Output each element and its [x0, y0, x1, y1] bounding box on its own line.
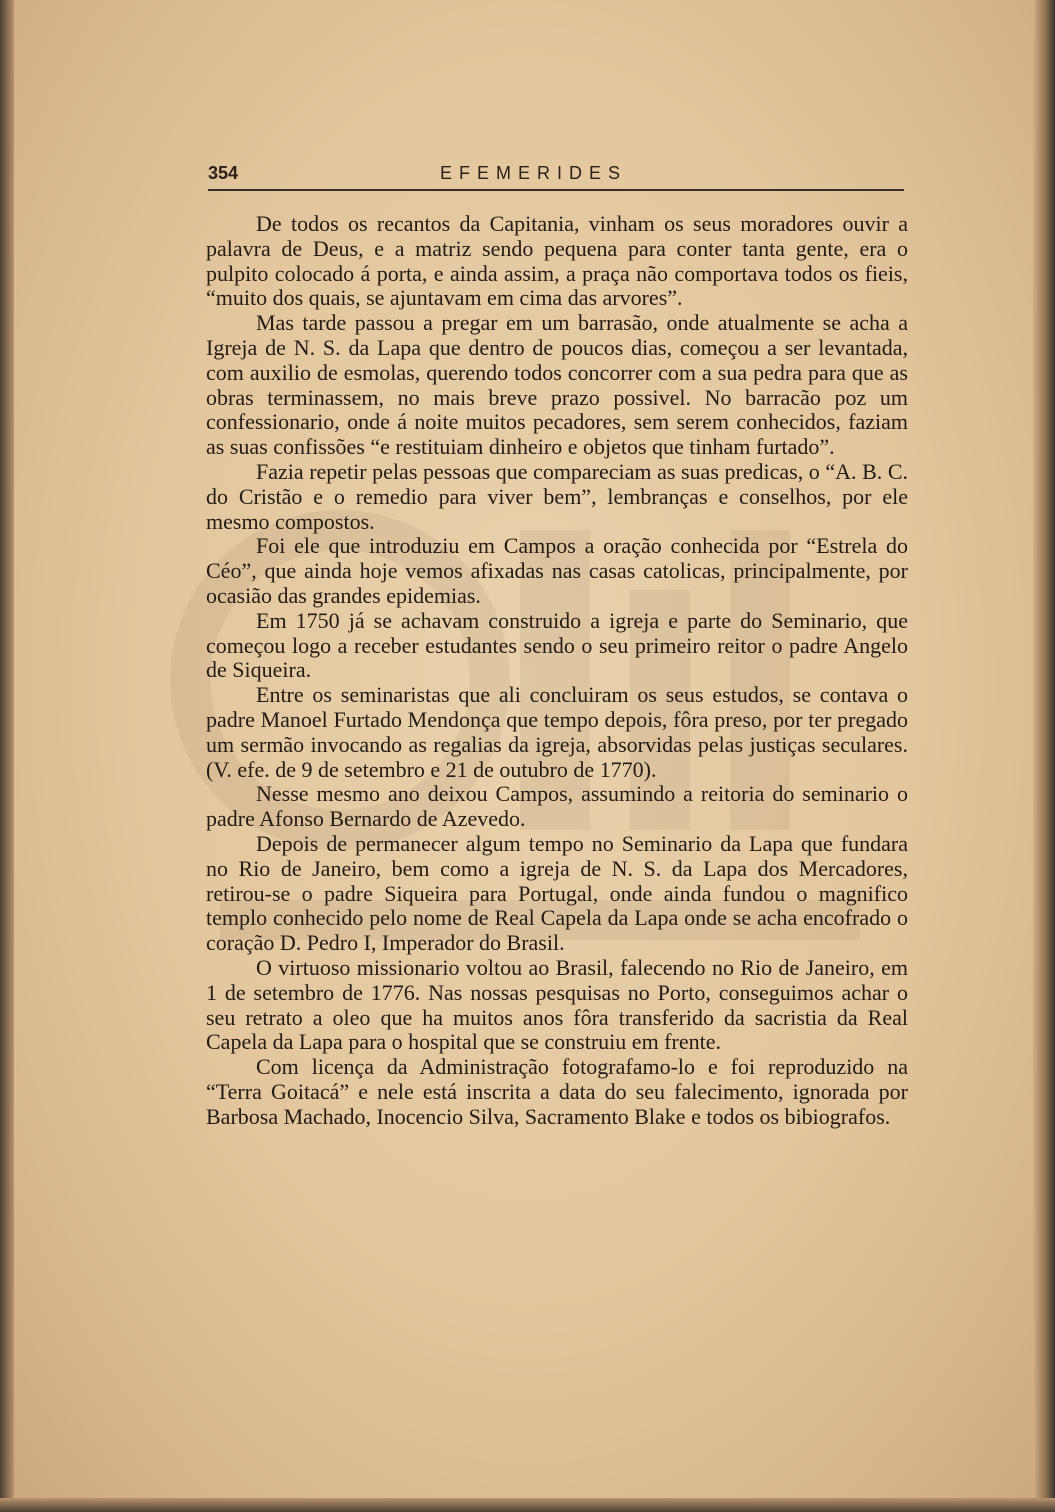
page-bottom-edge — [0, 1498, 1055, 1512]
page-right-edge — [1033, 0, 1055, 1512]
paragraph: Com licença da Administração fotografamo-lo e foi reproduzido na “Terra Goitacá” e nele está inscrita a data do seu falecimento, ignorada por Barbosa Machado, Inocencio Silva, Sacramento Blake e todos os bibiografos. — [206, 1054, 908, 1129]
paragraph: Mas tarde passou a pregar em um barrasão, onde atualmente se acha a Igreja de N. S. da Lapa que dentro de poucos dias, começou a ser levantada, com auxilio de esmolas, querendo todos concorrer com a sua pedra para que as obras terminassem, no mais breve prazo possivel. No barracão poz um confessionario, onde á noite muitos pecadores, sem serem conhecidos, faziam as suas confissões “e restituiam dinheiro e objetos que tinham furtado”. — [206, 310, 908, 460]
body-text — [206, 212, 908, 1129]
paragraph: O virtuoso missionario voltou ao Brasil, falecendo no Rio de Janeiro, em 1 de setembro de 1776. Nas nossas pesquisas no Porto, conseguimos achar o seu retrato a oleo que ha muitos anos fôra transferido da sacristia da Real Capela da Lapa para o hospital que se construiu em frente. — [206, 954, 908, 1055]
paragraph: Depois de permanecer algum tempo no Seminario da Lapa que fundara no Rio de Janeiro, bem como a igreja de N. S. da Lapa dos Mercadores, retirou-se o padre Siqueira para Portugal, onde ainda fundou o magnifico templo conhecido pelo nome de Real Capela da Lapa onde se acha encofrado o coração D. Pedro I, Imperador do Brasil. — [206, 830, 908, 956]
paragraph: Em 1750 já se achavam construido a igreja e parte do Seminario, que começou logo a receber estudantes sendo o seu primeiro reitor o padre Angelo de Siqueira. — [206, 607, 908, 683]
page-left-edge — [0, 0, 14, 1512]
paragraph: Fazia repetir pelas pessoas que compareciam as suas predicas, o “A. B. C. do Cristão e o remedio para viver bem”, lembranças e conselhos, por ele mesmo compostos. — [206, 458, 908, 534]
paragraph: Nesse mesmo ano deixou Campos, assumindo a reitoria do seminario o padre Afonso Bernardo de Azevedo. — [206, 781, 908, 832]
paragraph: De todos os recantos da Capitania, vinham os seus moradores ouvir a palavra de Deus, e a matriz sendo pequena para conter tanta gente, era o pulpito colocado á porta, e ainda assim, a praça não comportava todos os fieis, “muito dos quais, se ajuntavam em cima das arvores”. — [206, 211, 908, 311]
page-header — [208, 163, 904, 191]
paragraph: Foi ele que introduziu em Campos a oração conhecida por “Estrela do Céo”, que ainda hoje vemos afixadas nas casas catolicas, principalmente, por ocasião das grandes epidemias. — [206, 533, 908, 608]
paragraph: Entre os seminaristas que ali concluiram os seus estudos, se contava o padre Manoel Furtado Mendonça que tempo depois, fôra preso, por ter pregado um sermão invocando as regalias da igreja, absorvidas pelas justiças seculares. (V. efe. de 9 de setembro e 21 de outubro de 1770). — [206, 682, 908, 782]
page-number: 354 — [208, 163, 239, 183]
running-title: EFEMERIDES — [440, 163, 628, 183]
